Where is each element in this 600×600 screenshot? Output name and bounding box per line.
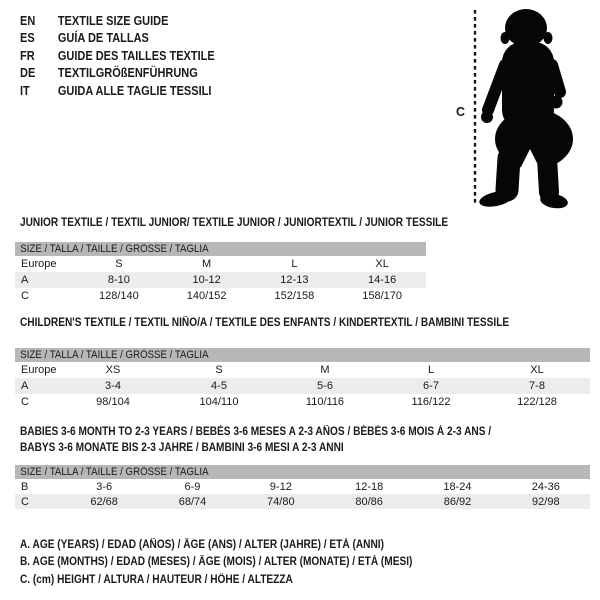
size-cell: 152/158 [274,290,315,302]
size-cell: 24-36 [531,480,560,493]
size-cell: 86/92 [443,495,472,508]
lang-code: DE [20,66,36,81]
childrens-textile-table [15,348,590,410]
size-cell: 62/68 [90,495,118,508]
size-cell: S [215,364,223,376]
lang-title: TEXTILGRÖßENFÜHRUNG [57,66,198,81]
size-cell: 12-18 [355,480,384,493]
row-label: C [21,290,29,302]
footnote-c: C. (cm) HEIGHT / ALTURA / HAUTEUR / HÖHE / ALTEZZA [20,573,293,586]
size-cell: L [291,258,298,270]
junior-table-title: JUNIOR TEXTILE / TEXTIL JUNIOR/ TEXTILE JUNIOR / JUNIORTEXTIL / JUNIOR TESSILE [20,217,449,229]
size-cell: 4-5 [211,380,227,392]
size-header-bar [15,465,590,479]
table-row [15,394,590,410]
babies-table-title: BABIES 3-6 MONTH TO 2-3 YEARS / BEBÉS 3-6 MESES A 2-3 AÑOS / BÉBÉS 3-6 MOIS À 2-3 ANS / BABYS 3-6 MONATE BIS 2-3 JAHRE / BAMBINI 3-6 MESI A 2-3 ANNI [20,426,492,454]
babies-textile-table [15,465,590,509]
table-row [15,288,426,304]
table-row [15,479,590,494]
footnote-b: B. AGE (MONTHS) / EDAD (MESES) / ÂGE (MOIS) / ALTER (MONATE) / ETÀ (MESI) [20,556,413,569]
size-cell: 8-10 [107,274,130,286]
size-cell: XS [105,364,121,376]
row-label: B [21,480,29,493]
size-cell: 98/104 [96,396,130,408]
size-cell: L [427,364,435,376]
size-header-label: SIZE / TALLA / TAILLE / GRÖSSE / TAGLIA [20,243,209,255]
size-cell: 9-12 [269,480,292,493]
size-cell: M [320,364,330,376]
size-cell: 6-9 [184,480,201,493]
lang-code: IT [20,83,30,98]
size-header-label: SIZE / TALLA / TAILLE / GRÖSSE / TAGLIA [20,349,209,361]
row-label: C [21,396,29,408]
lang-row-fr [20,47,215,65]
size-cell: 5-6 [317,380,333,392]
lang-code: EN [20,13,36,28]
lang-title: GUIDA ALLE TAGLIE TESSILI [57,83,212,98]
size-cell: XL [375,258,389,270]
row-label: A [21,380,29,392]
height-measure-label: C [456,105,466,119]
size-cell: 68/74 [178,495,207,508]
row-label: C [21,495,29,508]
language-title-list [20,12,241,100]
measure-footnotes [20,537,466,589]
lang-row-es [20,30,215,48]
row-label: A [21,274,29,286]
table-row [15,256,426,272]
size-cell: 80/86 [355,495,383,508]
size-cell: 6-7 [423,380,439,392]
size-cell: M [202,258,212,270]
size-cell: 7-8 [529,380,545,392]
table-row [15,272,426,288]
lang-title: GUIDE DES TAILLES TEXTILE [57,48,215,63]
size-cell: 158/170 [362,290,402,302]
size-cell: 3-4 [105,380,121,392]
lang-row-it [20,82,215,100]
footnote-a: A. AGE (YEARS) / EDAD (AÑOS) / ÂGE (ANS) / ALTER (JAHRE) / ETÀ (ANNI) [20,539,384,551]
size-cell: 12-13 [280,274,309,286]
lang-title: GUÍA DE TALLAS [57,31,149,46]
table-row [15,362,590,378]
size-cell: 18-24 [443,480,472,493]
size-cell: 122/128 [517,396,557,408]
size-cell: XL [530,364,544,376]
size-cell: 116/122 [411,396,451,408]
table-row [15,494,590,509]
size-header-label: SIZE / TALLA / TAILLE / GRÖSSE / TAGLIA [20,466,209,478]
lang-row-en [20,12,215,30]
table-row [15,378,590,394]
size-cell: 128/140 [98,290,139,302]
size-cell: 10-12 [192,274,221,286]
lang-code: ES [20,31,35,46]
childrens-table-title: CHILDREN'S TEXTILE / TEXTIL NIÑO/A / TEXTILE DES ENFANTS / KINDERTEXTIL / BAMBINI TESSILE [20,317,510,329]
lang-row-de [20,65,215,83]
junior-textile-table [15,242,426,304]
size-cell: S [115,258,123,270]
row-label: Europe [21,364,57,376]
size-cell: 74/80 [267,495,295,508]
lang-title: TEXTILE SIZE GUIDE [57,13,169,28]
size-cell: 110/116 [305,396,345,408]
toddler-silhouette [450,5,590,220]
toddler-figure [450,5,590,220]
size-header-bar [15,242,426,256]
size-header-bar [15,348,590,362]
size-cell: 14-16 [368,274,397,286]
row-label: Europe [21,258,57,270]
size-cell: 140/152 [186,290,227,302]
size-cell: 3-6 [96,480,113,493]
size-cell: 104/110 [199,396,239,408]
lang-code: FR [20,48,35,63]
size-cell: 92/98 [532,495,560,508]
